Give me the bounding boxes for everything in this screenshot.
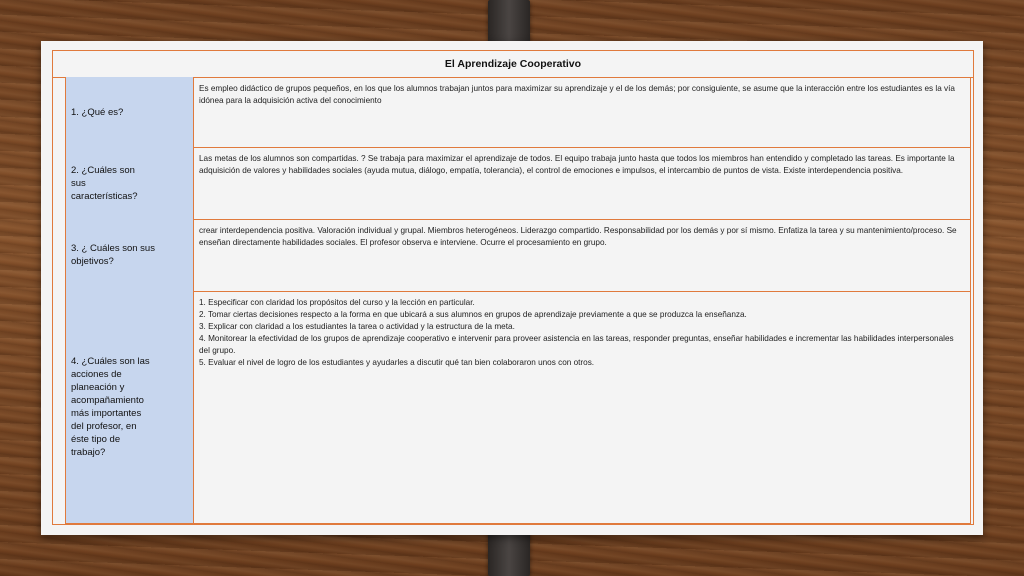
table-row (65, 147, 971, 220)
row-label (65, 77, 194, 147)
list-item: 4. Monitorear la efectividad de los grupos de aprendizaje cooperativo e intervenir para proveer asistencia en las tareas, responder preguntas, enseñar habilidades e incrementar las habilidades interpersonales del grupo. (199, 334, 954, 355)
table-frame (52, 50, 974, 525)
list-item: 3. Explicar con claridad a los estudiantes la tarea o actividad y la estructura de la meta. (199, 322, 515, 331)
table-row (65, 219, 971, 292)
row-content: Las metas de los alumnos son compartidas. ? Se trabaja para maximizar el aprendizaje de todos. El equipo trabaja junto hasta que todos los miembros han entendido y completado las tareas. Es importante la adquisición de valores y habilidades sociales (ayuda mutua, diálogo, empatía, tolerancia), el control de emociones e impulsos, el intercambio de puntos de vista. Existe interdependencia positiva. (194, 147, 971, 219)
list-item: 1. Especificar con claridad los propósitos del curso y la lección en particular. (199, 298, 475, 307)
row-label-text: 4. ¿Cuáles son las acciones de planeación y acompañamiento más importantes del profesor, en éste tipo de trabajo? (71, 356, 150, 458)
row-label (65, 147, 194, 219)
table-title: El Aprendizaje Cooperativo (53, 51, 973, 78)
row-content: Es empleo didáctico de grupos pequeños, en los que los alumnos trabajan juntos para maximizar su aprendizaje y el de los demás; por consiguiente, se asume que la interacción entre los estudiantes es la vía idónea para la adquisición activa del conocimiento (194, 77, 971, 147)
table-row (65, 291, 971, 524)
paper-sheet (41, 41, 983, 535)
row-label-text: 3. ¿ Cuáles son sus objetivos? (71, 243, 155, 267)
row-label-text: 1. ¿Qué es? (71, 106, 124, 118)
row-content: crear interdependencia positiva. Valoración individual y grupal. Miembros heterogéneos. Liderazgo compartido. Responsabilidad por los demás y por sí mismo. Enfatiza la tarea y su mantenimiento/proceso. Se enseñan directamente habilidades sociales. El profesor observa e interviene. Ocurre el procesamiento en grupo. (194, 219, 971, 291)
list-item: 2. Tomar ciertas decisiones respecto a la forma en que ubicará a sus alumnos en grupos de aprendizaje previamente a que se produzca la enseñanza. (199, 310, 747, 319)
row-label (65, 291, 194, 523)
row-label (65, 219, 194, 291)
row-content (194, 291, 971, 523)
list-item: 5. Evaluar el nivel de logro de los estudiantes y ayudarles a discutir qué tan bien colaboraron unos con otros. (199, 358, 595, 367)
row-label-text: 2. ¿Cuáles son sus características? (71, 164, 138, 202)
table-row (65, 77, 971, 148)
